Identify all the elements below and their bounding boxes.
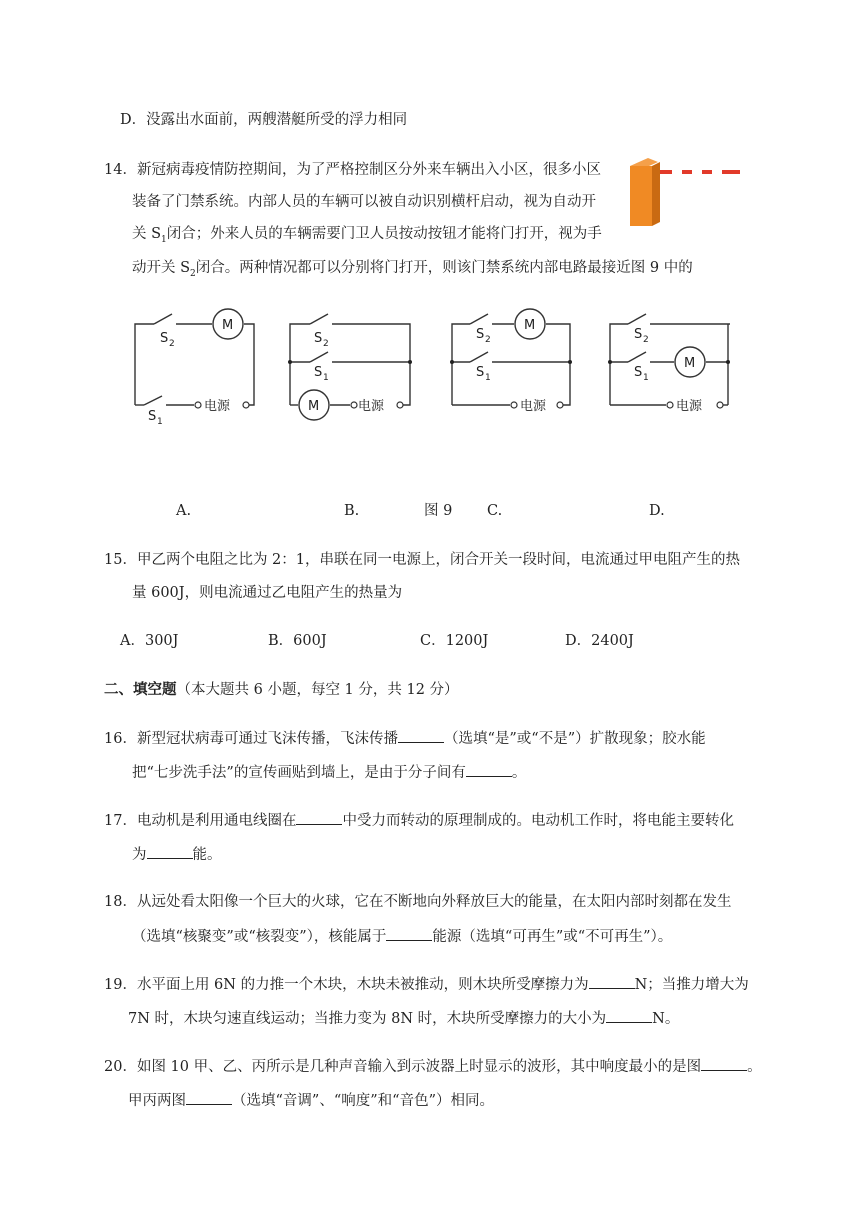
- svg-text:S: S: [634, 327, 643, 342]
- svg-text:S: S: [634, 365, 643, 380]
- svg-text:电源: 电源: [676, 399, 703, 414]
- svg-text:2: 2: [485, 335, 491, 345]
- svg-text:S: S: [476, 365, 485, 380]
- svg-text:2: 2: [643, 335, 649, 345]
- q14-line-4: 动开关 $S_2$闭合。两种情况都可以分别将门打开，则该门禁系统内部电路最接近图 9 中的: [132, 260, 693, 279]
- svg-text:M: M: [524, 318, 536, 333]
- section-2-title: 二、填空题: [104, 681, 177, 698]
- svg-text:S: S: [148, 409, 157, 424]
- answer-blank[interactable]: [386, 926, 432, 941]
- q14-option-b: B.: [344, 503, 360, 519]
- section-2-heading: [104, 680, 459, 700]
- svg-text:S: S: [160, 331, 169, 346]
- answer-blank[interactable]: [296, 810, 342, 825]
- svg-text:1: 1: [157, 417, 163, 427]
- svg-text:S: S: [314, 365, 323, 380]
- q18-line-1: 18．从远处看太阳像一个巨大的火球，它在不断地向外释放巨大的能量，在太阳内部时刻都在发生: [104, 894, 732, 910]
- answer-blank[interactable]: [466, 762, 512, 777]
- svg-text:电源: 电源: [204, 399, 231, 414]
- q15-line-2: 量 600J，则电流通过乙电阻产生的热量为: [132, 585, 403, 601]
- svg-text:2: 2: [323, 339, 329, 349]
- answer-blank[interactable]: [589, 974, 635, 989]
- svg-text:电源: 电源: [358, 399, 385, 414]
- q13-option-d: D．没露出水面前，两艘潜艇所受的浮力相同: [120, 112, 408, 128]
- q18-line-2: （选填“核聚变”或“核裂变”），核能属于 能源（选填“可再生”或“不可再生”）。: [132, 926, 672, 947]
- answer-blank[interactable]: [606, 1008, 652, 1023]
- q15-option-a: A．300J: [120, 633, 179, 649]
- q14-option-d: D.: [649, 503, 665, 519]
- svg-text:M: M: [308, 399, 320, 414]
- svg-text:S: S: [314, 331, 323, 346]
- svg-text:M: M: [222, 318, 234, 333]
- svg-text:S: S: [476, 327, 485, 342]
- q15-line-1: 15．甲乙两个电阻之比为 2：1，串联在同一电源上，闭合开关一段时间，电流通过甲电阻产生的热: [104, 552, 741, 568]
- q15-option-d: D．2400J: [565, 633, 634, 649]
- answer-blank[interactable]: [398, 728, 444, 743]
- section-2-note: （本大题共 6 小题，每空 1 分，共 12 分）: [176, 682, 459, 698]
- gate-barrier-image: [620, 152, 745, 232]
- svg-text:M: M: [684, 356, 696, 371]
- answer-blank[interactable]: [147, 844, 193, 859]
- q15-option-b: B．600J: [268, 633, 327, 649]
- figure-9-circuits: [130, 300, 730, 427]
- q17-line-2: 为 能。: [132, 844, 222, 865]
- q16-line-1: 16．新型冠状病毒可通过飞沫传播，飞沫传播 （选填“是”或“不是”）扩散现象；胶水能: [104, 728, 706, 749]
- q16-line-2: 把“七步洗手法”的宣传画贴到墙上，是由于分子间有 。: [132, 762, 526, 783]
- q17-line-1: 17．电动机是利用通电线圈在 中受力而转动的原理制成的。电动机工作时，将电能主要转化: [104, 810, 734, 831]
- answer-blank[interactable]: [701, 1056, 747, 1071]
- q20-line-2: 甲丙两图 （选填“音调”、“响度”和“音色”）相同。: [128, 1090, 494, 1111]
- q14-option-a: A.: [176, 503, 192, 519]
- q15-option-c: C．1200J: [420, 633, 489, 649]
- svg-text:2: 2: [169, 339, 175, 349]
- svg-text:1: 1: [323, 373, 329, 383]
- q20-line-1: 20．如图 10 甲、乙、丙所示是几种声音输入到示波器上时显示的波形，其中响度最小的是图 。: [104, 1056, 762, 1077]
- svg-text:电源: 电源: [520, 399, 547, 414]
- q14-option-c: C.: [487, 503, 503, 519]
- figure-9-caption: 图 9: [424, 503, 453, 519]
- answer-blank[interactable]: [186, 1090, 232, 1105]
- svg-text:1: 1: [643, 373, 649, 383]
- q14-line-2: 装备了门禁系统。内部人员的车辆可以被自动识别横杆启动，视为自动开: [132, 194, 596, 210]
- q14-line-1: 14．新冠病毒疫情防控期间，为了严格控制区分外来车辆出入小区，很多小区: [104, 162, 601, 178]
- svg-text:1: 1: [485, 373, 491, 383]
- q14-line-3: 关 $S_1$闭合；外来人员的车辆需要门卫人员按动按钮才能将门打开，视为手: [132, 226, 602, 245]
- q19-line-2: 7N 时，木块匀速直线运动；当推力变为 8N 时，木块所受摩擦力的大小为 N。: [128, 1008, 679, 1029]
- q19-line-1: 19．水平面上用 6N 的力推一个木块，木块未被推动，则木块所受摩擦力为 N；当推力增大为: [104, 974, 749, 995]
